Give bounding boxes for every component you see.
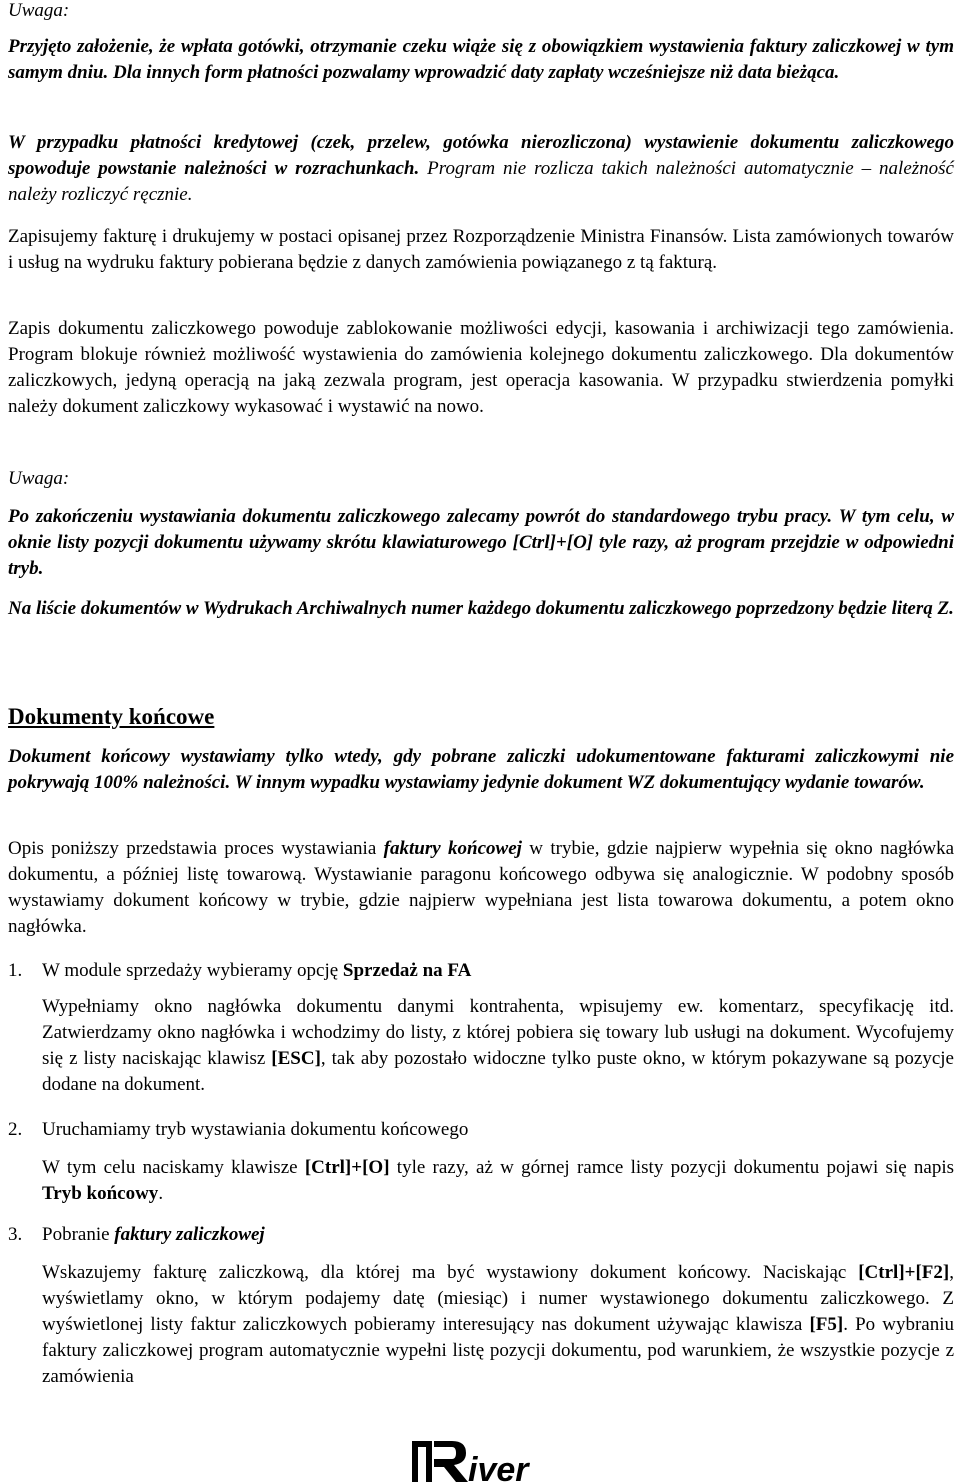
note-label: Uwaga: xyxy=(8,468,70,489)
list-item xyxy=(8,1222,954,1390)
description-emphasis: faktury końcowej xyxy=(383,838,522,859)
note-text: W przypadku płatności kredytowej (czek, przelew, gotówka nierozliczona) wystawienie dokumentu zaliczkowego spowoduje powstanie należności w rozrachunkach. xyxy=(8,132,954,179)
step-body xyxy=(42,994,954,1098)
list-item xyxy=(8,958,954,1098)
step-body-text: , tak aby pozostało widoczne tylko puste okno, w którym pokazywane są pozycje dodane na dokument. xyxy=(42,1048,954,1095)
step-title xyxy=(42,1222,954,1248)
description-text: w trybie, gdzie najpierw wypełnia się okno nagłówka dokumentu, a później listę towarową. Wystawianie paragonu końcowego odbywa się analogicznie. W podobny sposób wystawiamy dokument końcowy w trybie, gdzie najpierw wypełniana jest lista towarowa dokumentu, a potem okno nagłówka. xyxy=(8,838,954,937)
body-paragraph: Zapis dokumentu zaliczkowego powoduje zablokowanie możliwości edycji, kasowania i archiwizacji tego zamówienia. Program blokuje również możliwość wystawienia do zamówienia kolejnego dokumentu zaliczkowego. Dla dokumentów zaliczkowych, jedyną operacją na jaką zezwala program, jest operacja kasowania. W przypadku stwierdzenia pomyłki należy dokument zaliczkowy wykasować i wystawić na nowo. xyxy=(8,318,954,417)
step-title-row xyxy=(8,958,954,984)
note-paragraph: Po zakończeniu wystawiania dokumentu zaliczkowego zalecamy powrót do standardowego trybu pracy. W tym celu, w oknie listy pozycji dokumentu używamy skrótu klawiaturowego [Ctrl]+[O] tyle razy, aż program przejdzie w odpowiedni tryb. xyxy=(8,506,954,579)
step-title xyxy=(42,958,954,984)
note-paragraph: Przyjęto założenie, że wpłata gotówki, otrzymanie czeku wiąże się z obowiązkiem wystawienia faktury zaliczkowej w tym samym dniu. Dla innych form płatności pozwalamy wprowadzić daty zapłaty wcześniejsze niż data bieżąca. xyxy=(8,36,954,83)
description-text: Opis poniższy przedstawia proces wystawiania xyxy=(8,838,384,859)
step-body xyxy=(42,1155,954,1207)
step-body-text: tyle razy, aż w górnej ramce listy pozycji dokumentu pojawi się napis xyxy=(389,1157,954,1178)
step-title: Uruchamiamy tryb wystawiania dokumentu końcowego xyxy=(42,1119,469,1140)
step-title-row xyxy=(8,1222,954,1248)
step-number: 2. xyxy=(8,1119,23,1140)
river-logo xyxy=(412,1437,548,1482)
step-title-text: Pobranie xyxy=(42,1224,115,1245)
step-number: 1. xyxy=(8,960,23,981)
step-title-emphasis: faktury zaliczkowej xyxy=(114,1224,265,1245)
body-paragraph: Zapisujemy fakturę i drukujemy w postaci opisanej przez Rozporządzenie Ministra Finansów. Lista zamówionych towarów i usług na wydruku faktury pobierana będzie z danych zamówienia powiązanego z tą fakturą. xyxy=(8,226,954,273)
note-label: Uwaga: xyxy=(8,0,70,21)
key-label: [ESC] xyxy=(271,1048,321,1069)
step-title-option: Sprzedaż na FA xyxy=(342,960,472,981)
section-intro: Dokument końcowy wystawiamy tylko wtedy, gdy pobrane zaliczki udokumentowane fakturami zaliczkowymi nie pokrywają 100% należności. W innym wypadku wystawiamy jedynie dokument WZ dokumentujący wydanie towarów. xyxy=(8,746,954,793)
step-number: 3. xyxy=(8,1224,23,1245)
step-body-text: . xyxy=(158,1183,164,1204)
section-description xyxy=(8,836,954,940)
note-paragraph xyxy=(8,130,954,208)
mode-label: Tryb końcowy xyxy=(42,1183,159,1204)
step-body-text: , wyświetlamy okno, w którym podajemy datę (miesiąc) i numer wystawionego dokumentu zaliczkowego. Z wyświetlonej listy faktur zaliczkowych pobieramy interesujący nas dokument używając klawisza xyxy=(42,1262,954,1335)
section-heading: Dokumenty końcowe xyxy=(8,704,215,729)
key-label: [Ctrl]+[F2] xyxy=(858,1262,950,1283)
step-title-row xyxy=(8,1117,954,1143)
note-paragraph: Na liście dokumentów w Wydrukach Archiwalnych numer każdego dokumentu zaliczkowego poprzedzony będzie literą Z. xyxy=(8,598,954,619)
step-title-text: W module sprzedaży wybieramy opcję xyxy=(42,960,343,981)
step-body-text: W tym celu naciskamy klawisze xyxy=(42,1157,305,1178)
step-body xyxy=(42,1260,954,1390)
note-text: Program nie rozlicza takich należności automatycznie – należność należy rozliczyć ręcznie. xyxy=(8,158,954,205)
key-label: [F5] xyxy=(809,1314,844,1335)
list-item xyxy=(8,1117,954,1207)
step-body-text: Wypełniamy okno nagłówka dokumentu danymi kontrahenta, wpisujemy ew. komentarz, specyfikację itd. Zatwierdzamy okno nagłówka i wchodzimy do listy, z której pobiera się towary lub usługi na dokument. Wycofujemy się z listy naciskając klawisz xyxy=(42,996,954,1069)
logo-wordmark: iver xyxy=(468,1451,529,1482)
step-body-text: . Po wybraniu faktury zaliczkowej program automatycznie wypełni listę pozycji dokumentu, pod warunkiem, że wszystkie pozycje z zamówienia xyxy=(42,1314,954,1387)
step-body-text: Wskazujemy fakturę zaliczkową, dla której ma być wystawiony dokument końcowy. Naciskając xyxy=(42,1262,859,1283)
key-label: [Ctrl]+[O] xyxy=(304,1157,390,1178)
